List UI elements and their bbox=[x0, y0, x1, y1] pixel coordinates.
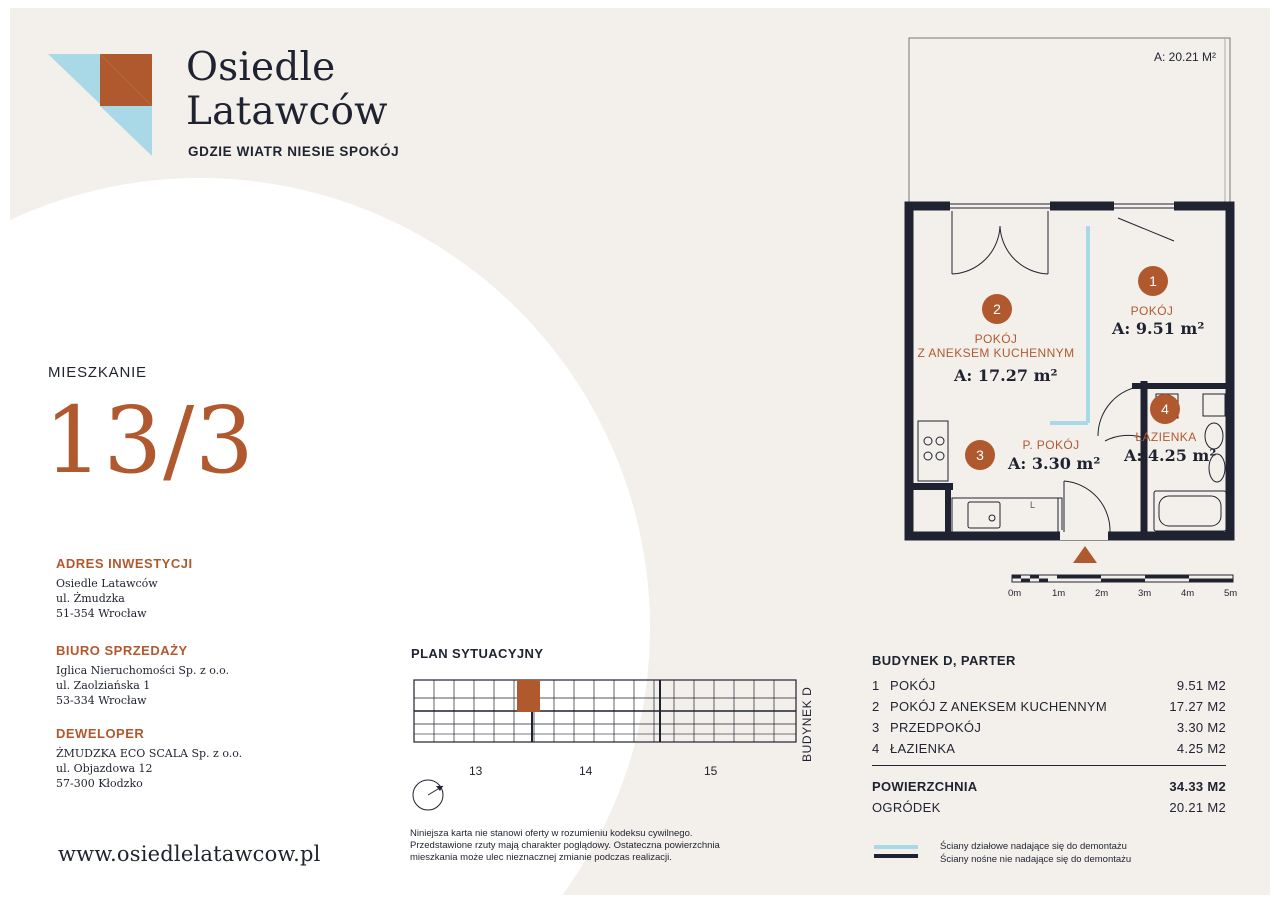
developer-line: 57-300 Kłodzko bbox=[56, 777, 143, 790]
disclaimer-line: Przedstawione rzuty mają charakter poglądowy. Ostateczna powierzchnia bbox=[410, 840, 720, 851]
summary-row-label: PRZEDPOKÓJ bbox=[890, 720, 982, 735]
summary-row-num: 2 bbox=[872, 699, 880, 714]
summary-row-label: ŁAZIENKA bbox=[890, 741, 956, 756]
scale-label: 3m bbox=[1138, 588, 1152, 599]
brand-tagline: GDZIE WIATR NIESIE SPOKÓJ bbox=[188, 144, 400, 159]
disclaimer-line: mieszkania może ulec nieznacznej zmianie podczas realizacji. bbox=[410, 852, 672, 863]
building-label: BUDYNEK D bbox=[800, 686, 814, 762]
summary-row-label: POKÓJ bbox=[890, 678, 936, 693]
room-3-area: A: 3.30 m² bbox=[1008, 454, 1101, 473]
address-block bbox=[56, 556, 193, 621]
legend-partition-text: Ściany działowe nadające się do demontażu bbox=[940, 841, 1127, 852]
fridge-mark: L bbox=[1030, 500, 1036, 510]
brand-title bbox=[186, 46, 388, 134]
site-plan-map bbox=[410, 676, 805, 748]
room-2-label bbox=[916, 332, 1076, 360]
address-line: Osiedle Latawców bbox=[56, 577, 158, 590]
developer-block bbox=[56, 726, 242, 791]
sheet bbox=[10, 8, 1270, 895]
developer-line: ul. Objazdowa 12 bbox=[56, 762, 153, 775]
scale-label: 0m bbox=[1008, 588, 1022, 599]
room-1-area: A: 9.51 m² bbox=[1112, 319, 1205, 338]
site-plan-title: PLAN SYTUACYJNY bbox=[411, 646, 544, 661]
summary-row-num: 4 bbox=[872, 741, 880, 756]
garden-area-label: A: 20.21 M² bbox=[1154, 50, 1217, 64]
sales-line: 53-334 Wrocław bbox=[56, 694, 147, 707]
total-label: POWIERZCHNIA bbox=[872, 779, 978, 794]
room-3-label: P. POKÓJ bbox=[1022, 438, 1080, 452]
summary-row-value: 17.27 M2 bbox=[1169, 699, 1226, 714]
section-number: 15 bbox=[704, 764, 718, 778]
room-4-area: A: 4.25 m² bbox=[1124, 446, 1217, 465]
total-value: 34.33 M2 bbox=[1169, 779, 1226, 794]
scale-label: 1m bbox=[1052, 588, 1066, 599]
room-2-label-line2: Z ANEKSEM KUCHENNYM bbox=[917, 346, 1075, 360]
address-line: ul. Żmudzka bbox=[56, 592, 125, 605]
room-number-2: 2 bbox=[982, 294, 1012, 324]
apartment-number: 13/3 bbox=[44, 387, 255, 494]
developer-heading: DEWELOPER bbox=[56, 726, 145, 741]
logo-icon bbox=[48, 52, 152, 164]
garden-label: OGRÓDEK bbox=[872, 800, 941, 815]
section-number: 13 bbox=[469, 764, 483, 778]
floor-plan-drawing bbox=[900, 36, 1240, 566]
room-number-1: 1 bbox=[1138, 266, 1168, 296]
legend-swatch-bearing bbox=[874, 854, 918, 858]
summary-divider bbox=[872, 765, 1226, 766]
room-number-3: 3 bbox=[965, 440, 995, 470]
brand-title-line1: Osiedle bbox=[186, 45, 336, 90]
room-4-label: ŁAZIENKA bbox=[1135, 430, 1197, 444]
disclaimer-line: Niniejsza karta nie stanowi oferty w rozumieniu kodeksu cywilnego. bbox=[410, 828, 693, 839]
summary-row-label: POKÓJ Z ANEKSEM KUCHENNYM bbox=[890, 699, 1107, 714]
room-number-4: 4 bbox=[1150, 394, 1180, 424]
summary-row-value: 4.25 M2 bbox=[1176, 741, 1226, 756]
sales-line: Iglica Nieruchomości Sp. z o.o. bbox=[56, 664, 230, 677]
compass-icon bbox=[410, 778, 450, 818]
section-number: 14 bbox=[579, 764, 593, 778]
website-link[interactable]: www.osiedlelatawcow.pl bbox=[58, 842, 321, 866]
sales-line: ul. Zaolziańska 1 bbox=[56, 679, 151, 692]
summary-row-value: 3.30 M2 bbox=[1176, 720, 1226, 735]
summary-row-num: 3 bbox=[872, 720, 880, 735]
room-2-area: A: 17.27 m² bbox=[954, 366, 1058, 385]
room-1-label: POKÓJ bbox=[1130, 304, 1174, 318]
sales-heading: BIURO SPRZEDAŻY bbox=[56, 643, 188, 658]
developer-line: ŻMUDZKA ECO SCALA Sp. z o.o. bbox=[56, 747, 243, 760]
summary-title: BUDYNEK D, PARTER bbox=[872, 653, 1016, 668]
scale-label: 4m bbox=[1181, 588, 1195, 599]
sales-office-block bbox=[56, 643, 229, 708]
scale-label: 5m bbox=[1224, 588, 1238, 599]
summary-row-num: 1 bbox=[872, 678, 880, 693]
apartment-label: MIESZKANIE bbox=[48, 364, 147, 381]
scale-bar bbox=[1010, 573, 1240, 587]
summary-row-value: 9.51 M2 bbox=[1176, 678, 1226, 693]
brand-title-line2: Latawców bbox=[186, 89, 388, 134]
legend-bearing-text: Ściany nośne nie nadające się do demontażu bbox=[940, 854, 1132, 865]
garden-value: 20.21 M2 bbox=[1169, 800, 1226, 815]
room-2-label-line1: POKÓJ bbox=[974, 332, 1018, 346]
legend-swatch-partition bbox=[874, 845, 918, 849]
address-heading: ADRES INWESTYCJI bbox=[56, 556, 193, 571]
scale-label: 2m bbox=[1095, 588, 1109, 599]
disclaimer bbox=[410, 828, 770, 864]
address-line: 51-354 Wrocław bbox=[56, 607, 147, 620]
building-label-wrap bbox=[798, 676, 814, 762]
